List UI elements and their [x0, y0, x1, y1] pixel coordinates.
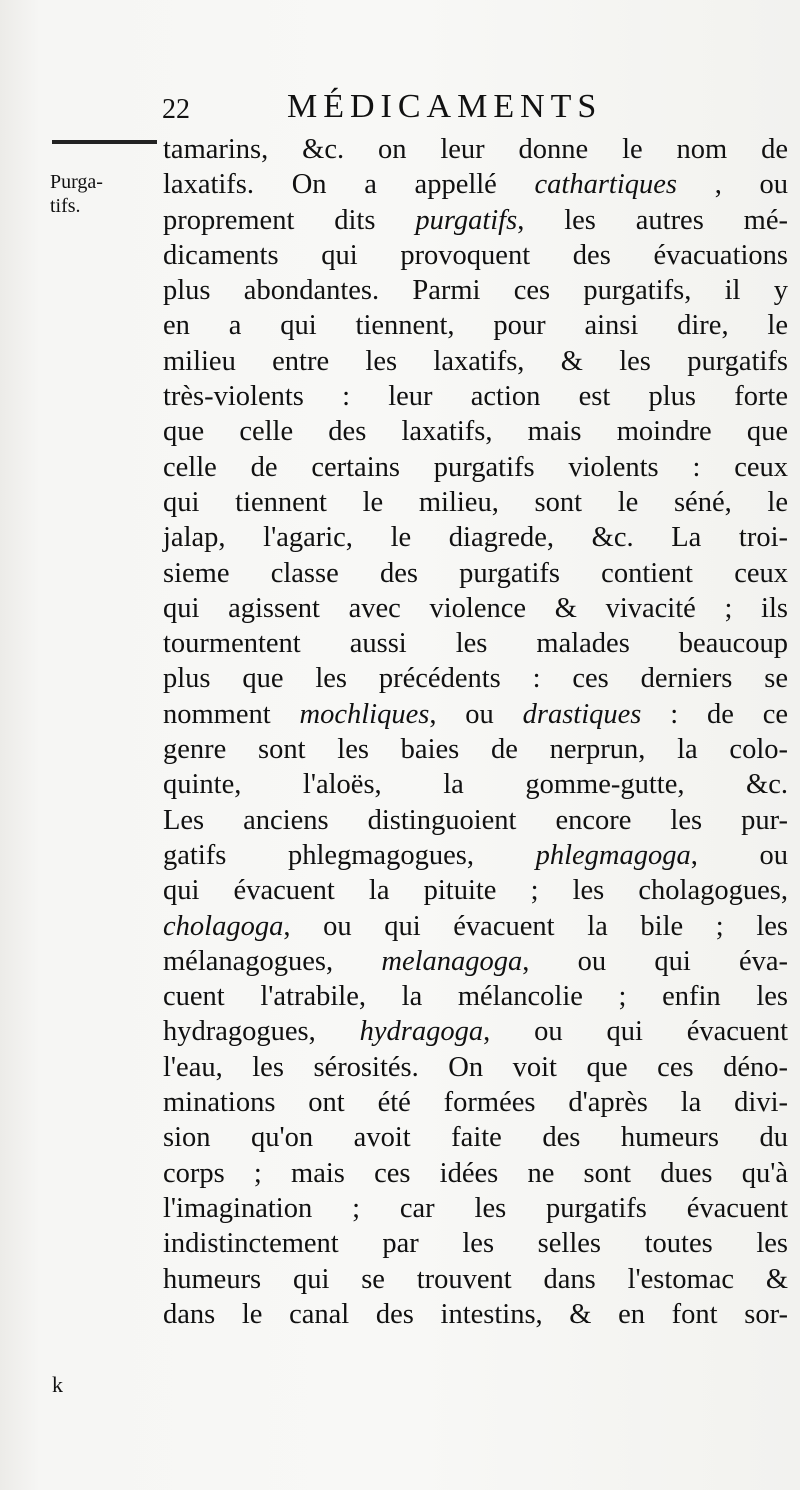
text-line [163, 626, 788, 661]
text-segment: l'eau, les sérosités. On voit que ces déno- [163, 1051, 788, 1083]
text-segment: plus abondantes. Parmi ces purgatifs, il y [163, 275, 788, 307]
text-segment: qui évacuent la pituite ; les cholagogues, [163, 875, 788, 907]
text-line [163, 661, 788, 696]
text-line [163, 379, 788, 414]
text-segment: hydragogues, [163, 1016, 360, 1048]
text-segment: : de ce [641, 698, 788, 730]
margin-note-line: tifs. [50, 195, 81, 217]
text-line [163, 308, 788, 343]
text-segment: celle de certains purgatifs violents : ceux [163, 451, 788, 483]
page-mark: k [52, 1372, 63, 1397]
text-segment: gatifs phlegmagogues, [163, 839, 536, 871]
text-line [163, 238, 788, 273]
text-segment: nomment [163, 698, 300, 730]
margin-note [50, 170, 103, 218]
text-segment: , ou qui éva- [522, 945, 788, 977]
text-line [163, 414, 788, 449]
text-segment: cuent l'atrabile, la mélancolie ; enfin les [163, 981, 788, 1013]
text-segment: , ou [677, 169, 789, 201]
text-segment: minations ont été formées d'après la divi- [163, 1087, 788, 1119]
text-segment: , ou [429, 698, 523, 730]
text-line [163, 132, 788, 167]
italic-term: purgatifs [415, 204, 518, 236]
text-segment: genre sont les baies de nerprun, la colo- [163, 734, 788, 766]
text-segment: , les autres mé- [517, 204, 788, 236]
text-segment: milieu entre les laxatifs, & les purgatifs [163, 345, 788, 377]
text-segment: tamarins, &c. on leur donne le nom de [163, 134, 788, 165]
italic-term: hydragoga [359, 1016, 484, 1048]
text-line [163, 944, 788, 979]
text-segment: Les anciens distinguoient encore les pur- [163, 804, 788, 836]
text-segment: quinte, l'aloës, la gomme-gutte, &c. [163, 769, 788, 801]
text-segment: proprement dits [163, 204, 416, 236]
page-number: 22 [162, 94, 190, 125]
text-line [163, 1262, 788, 1297]
text-line [163, 1085, 788, 1120]
italic-term: cathartiques [534, 169, 678, 201]
text-segment: laxatifs. On a appellé [163, 169, 535, 201]
text-line [163, 909, 788, 944]
text-line [163, 873, 788, 908]
text-line [163, 203, 788, 238]
body-text [163, 132, 788, 1332]
italic-term: mochliques [299, 698, 430, 730]
text-line [163, 450, 788, 485]
text-segment: qui tiennent le milieu, sont le séné, le [163, 486, 788, 518]
text-line [163, 803, 788, 838]
text-segment: , ou qui évacuent la bile ; les [283, 910, 788, 942]
running-title: MÉDICAMENTS [287, 88, 603, 125]
text-line [163, 979, 788, 1014]
text-segment: sieme classe des purgatifs contient ceux [163, 557, 788, 589]
text-segment: plus que les précédents : ces derniers se [163, 663, 788, 695]
text-line [163, 697, 788, 732]
italic-term: phlegmagoga [535, 839, 691, 871]
text-segment: dans le canal des intestins, & en font sor- [163, 1298, 788, 1330]
text-segment: très-violents : leur action est plus forte [163, 381, 788, 413]
text-segment: corps ; mais ces idées ne sont dues qu'à [163, 1157, 788, 1189]
text-segment: indistinctement par les selles toutes les [163, 1228, 788, 1260]
text-line [163, 838, 788, 873]
text-segment: jalap, l'agaric, le diagrede, &c. La troi- [163, 522, 788, 554]
text-segment: mélanagogues, [163, 945, 382, 977]
text-line [163, 1014, 788, 1049]
text-segment: dicaments qui provoquent des évacuations [163, 239, 788, 271]
text-segment: humeurs qui se trouvent dans l'estomac & [163, 1263, 788, 1295]
italic-term: melanagoga [381, 945, 523, 977]
text-line [163, 591, 788, 626]
text-segment: qui agissent avec violence & vivacité ; ils [163, 592, 788, 624]
text-line [163, 1120, 788, 1155]
text-line [163, 767, 788, 802]
margin-rule [52, 140, 157, 144]
italic-term: drastiques [522, 698, 642, 730]
text-segment: , ou qui évacuent [483, 1016, 789, 1048]
text-line [163, 485, 788, 520]
text-line [163, 167, 788, 202]
text-segment: que celle des laxatifs, mais moindre que [163, 416, 788, 448]
text-line [163, 1226, 788, 1261]
text-segment: en a qui tiennent, pour ainsi dire, le [163, 310, 788, 342]
italic-term: cholagoga [163, 910, 284, 942]
text-line [163, 344, 788, 379]
text-line [163, 1050, 788, 1085]
text-line [163, 1297, 788, 1332]
text-line [163, 732, 788, 767]
text-line [163, 1191, 788, 1226]
text-segment: sion qu'on avoit faite des humeurs du [163, 1122, 788, 1154]
text-line [163, 1156, 788, 1191]
text-segment: tourmentent aussi les malades beaucoup [163, 628, 788, 660]
margin-note-line: Purga- [50, 171, 103, 193]
text-line [163, 556, 788, 591]
text-line [163, 273, 788, 308]
text-line [163, 520, 788, 555]
page-header [162, 88, 782, 128]
text-segment: , ou [690, 839, 789, 871]
text-segment: l'imagination ; car les purgatifs évacuent [163, 1192, 788, 1224]
